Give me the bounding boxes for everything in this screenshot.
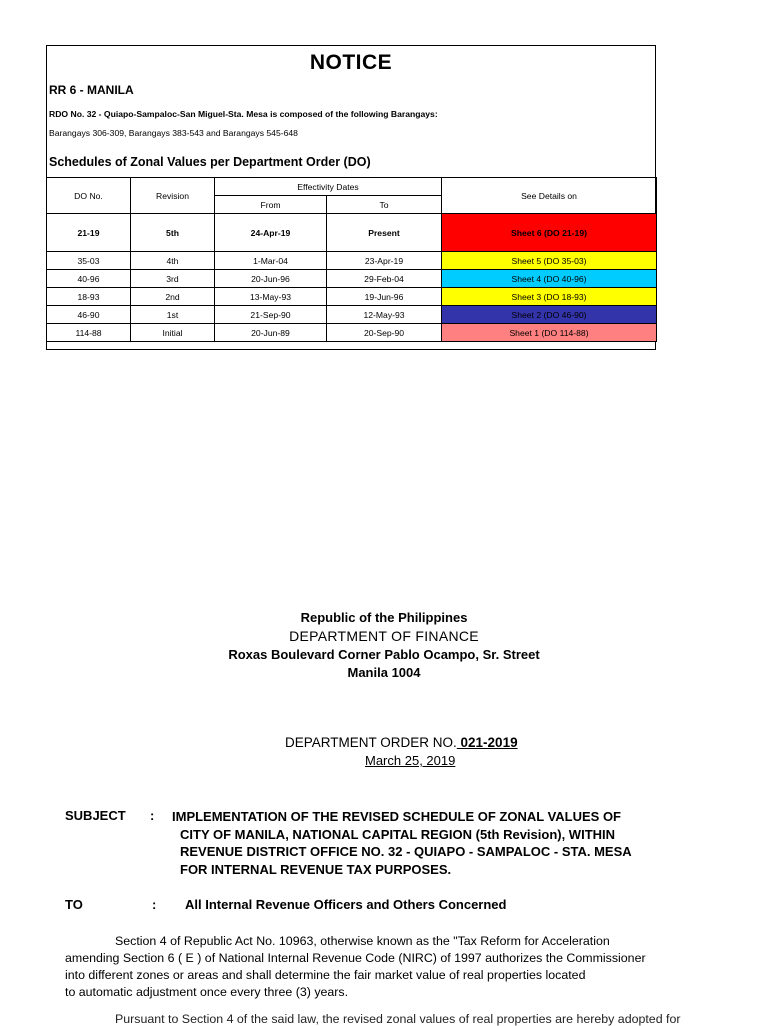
cell-do-no: 18-93 (47, 288, 131, 306)
paragraph-line: to automatic adjustment once every three (3) years. (65, 985, 349, 999)
cell-revision: 1st (131, 306, 215, 324)
to-text: All Internal Revenue Officers and Others Concerned (185, 897, 507, 912)
details-link[interactable]: Sheet 6 (DO 21-19) (442, 214, 657, 252)
cell-do-no: 40-96 (47, 270, 131, 288)
order-date: March 25, 2019 (365, 753, 456, 768)
cell-to: 20-Sep-90 (327, 324, 442, 342)
cell-revision: Initial (131, 324, 215, 342)
order-number: 021-2019 (456, 735, 518, 750)
subject-text (172, 808, 768, 878)
details-link[interactable]: Sheet 4 (DO 40-96) (442, 270, 657, 288)
subject-line: CITY OF MANILA, NATIONAL CAPITAL REGION (5th Revision), WITHIN (180, 826, 616, 842)
cell-revision: 5th (131, 214, 215, 252)
cell-to: Present (327, 214, 442, 252)
cell-from: 1-Mar-04 (215, 252, 327, 270)
subject-label: SUBJECT (65, 808, 126, 823)
subject-line: FOR INTERNAL REVENUE TAX PURPOSES. (180, 861, 452, 877)
subject-line: REVENUE DISTRICT OFFICE NO. 32 - QUIAPO - SAMPALOC - STA. MESA (180, 844, 632, 859)
header-revision: Revision (131, 178, 215, 214)
paragraph-line: into different zones or areas and shall determine the fair market value of real properties located (65, 968, 586, 982)
order-label: DEPARTMENT ORDER NO. (285, 735, 457, 750)
republic-heading: Republic of the Philippines (300, 610, 468, 625)
to-label: TO (65, 897, 83, 912)
cell-from: 21-Sep-90 (215, 306, 327, 324)
details-link[interactable]: Sheet 3 (DO 18-93) (442, 288, 657, 306)
address-line: Roxas Boulevard Corner Pablo Ocampo, Sr. Street (228, 647, 540, 662)
subject-colon: : (150, 808, 155, 823)
details-link[interactable]: Sheet 1 (DO 114-88) (442, 324, 657, 342)
region-label: RR 6 - MANILA (49, 83, 134, 97)
header-effectivity: Effectivity Dates (215, 178, 442, 196)
cell-do-no: 114-88 (47, 324, 131, 342)
paragraph-line: amending Section 6 ( E ) of National Internal Revenue Code (NIRC) of 1997 authorizes the Commissioner (65, 951, 646, 965)
notice-title: NOTICE (309, 51, 393, 74)
cell-revision: 4th (131, 252, 215, 270)
header-details: See Details on (442, 178, 657, 214)
cell-to: 29-Feb-04 (327, 270, 442, 288)
cell-do-no: 46-90 (47, 306, 131, 324)
order-number-line (285, 735, 518, 750)
header-from: From (215, 196, 327, 214)
city-line: Manila 1004 (347, 665, 421, 680)
paragraph-line: Section 4 of Republic Act No. 10963, otherwise known as the "Tax Reform for Acceleration (115, 934, 610, 948)
cell-do-no: 21-19 (47, 214, 131, 252)
cell-from: 20-Jun-89 (215, 324, 327, 342)
cell-revision: 3rd (131, 270, 215, 288)
cell-from: 13-May-93 (215, 288, 327, 306)
cell-to: 23-Apr-19 (327, 252, 442, 270)
schedule-heading: Schedules of Zonal Values per Department Order (DO) (49, 155, 371, 169)
subject-line: IMPLEMENTATION OF THE REVISED SCHEDULE OF ZONAL VALUES OF (172, 809, 621, 824)
barangays-list: Barangays 306-309, Barangays 383-543 and Barangays 545-648 (49, 128, 298, 138)
header-do-no: DO No. (47, 178, 131, 214)
next-paragraph-line: Pursuant to Section 4 of the said law, the revised zonal values of real properties are hereby adopted for (115, 1012, 681, 1026)
cell-to: 19-Jun-96 (327, 288, 442, 306)
cell-do-no: 35-03 (47, 252, 131, 270)
department-heading: DEPARTMENT OF FINANCE (289, 628, 479, 644)
cell-revision: 2nd (131, 288, 215, 306)
details-link[interactable]: Sheet 5 (DO 35-03) (442, 252, 657, 270)
to-colon: : (152, 897, 157, 912)
body-paragraph (65, 933, 768, 1001)
cell-from: 24-Apr-19 (215, 214, 327, 252)
details-link[interactable]: Sheet 2 (DO 46-90) (442, 306, 657, 324)
cell-from: 20-Jun-96 (215, 270, 327, 288)
header-to: To (327, 196, 442, 214)
cell-to: 12-May-93 (327, 306, 442, 324)
rdo-description: RDO No. 32 - Quiapo-Sampaloc-San Miguel-Sta. Mesa is composed of the following Barangays: (49, 109, 438, 119)
